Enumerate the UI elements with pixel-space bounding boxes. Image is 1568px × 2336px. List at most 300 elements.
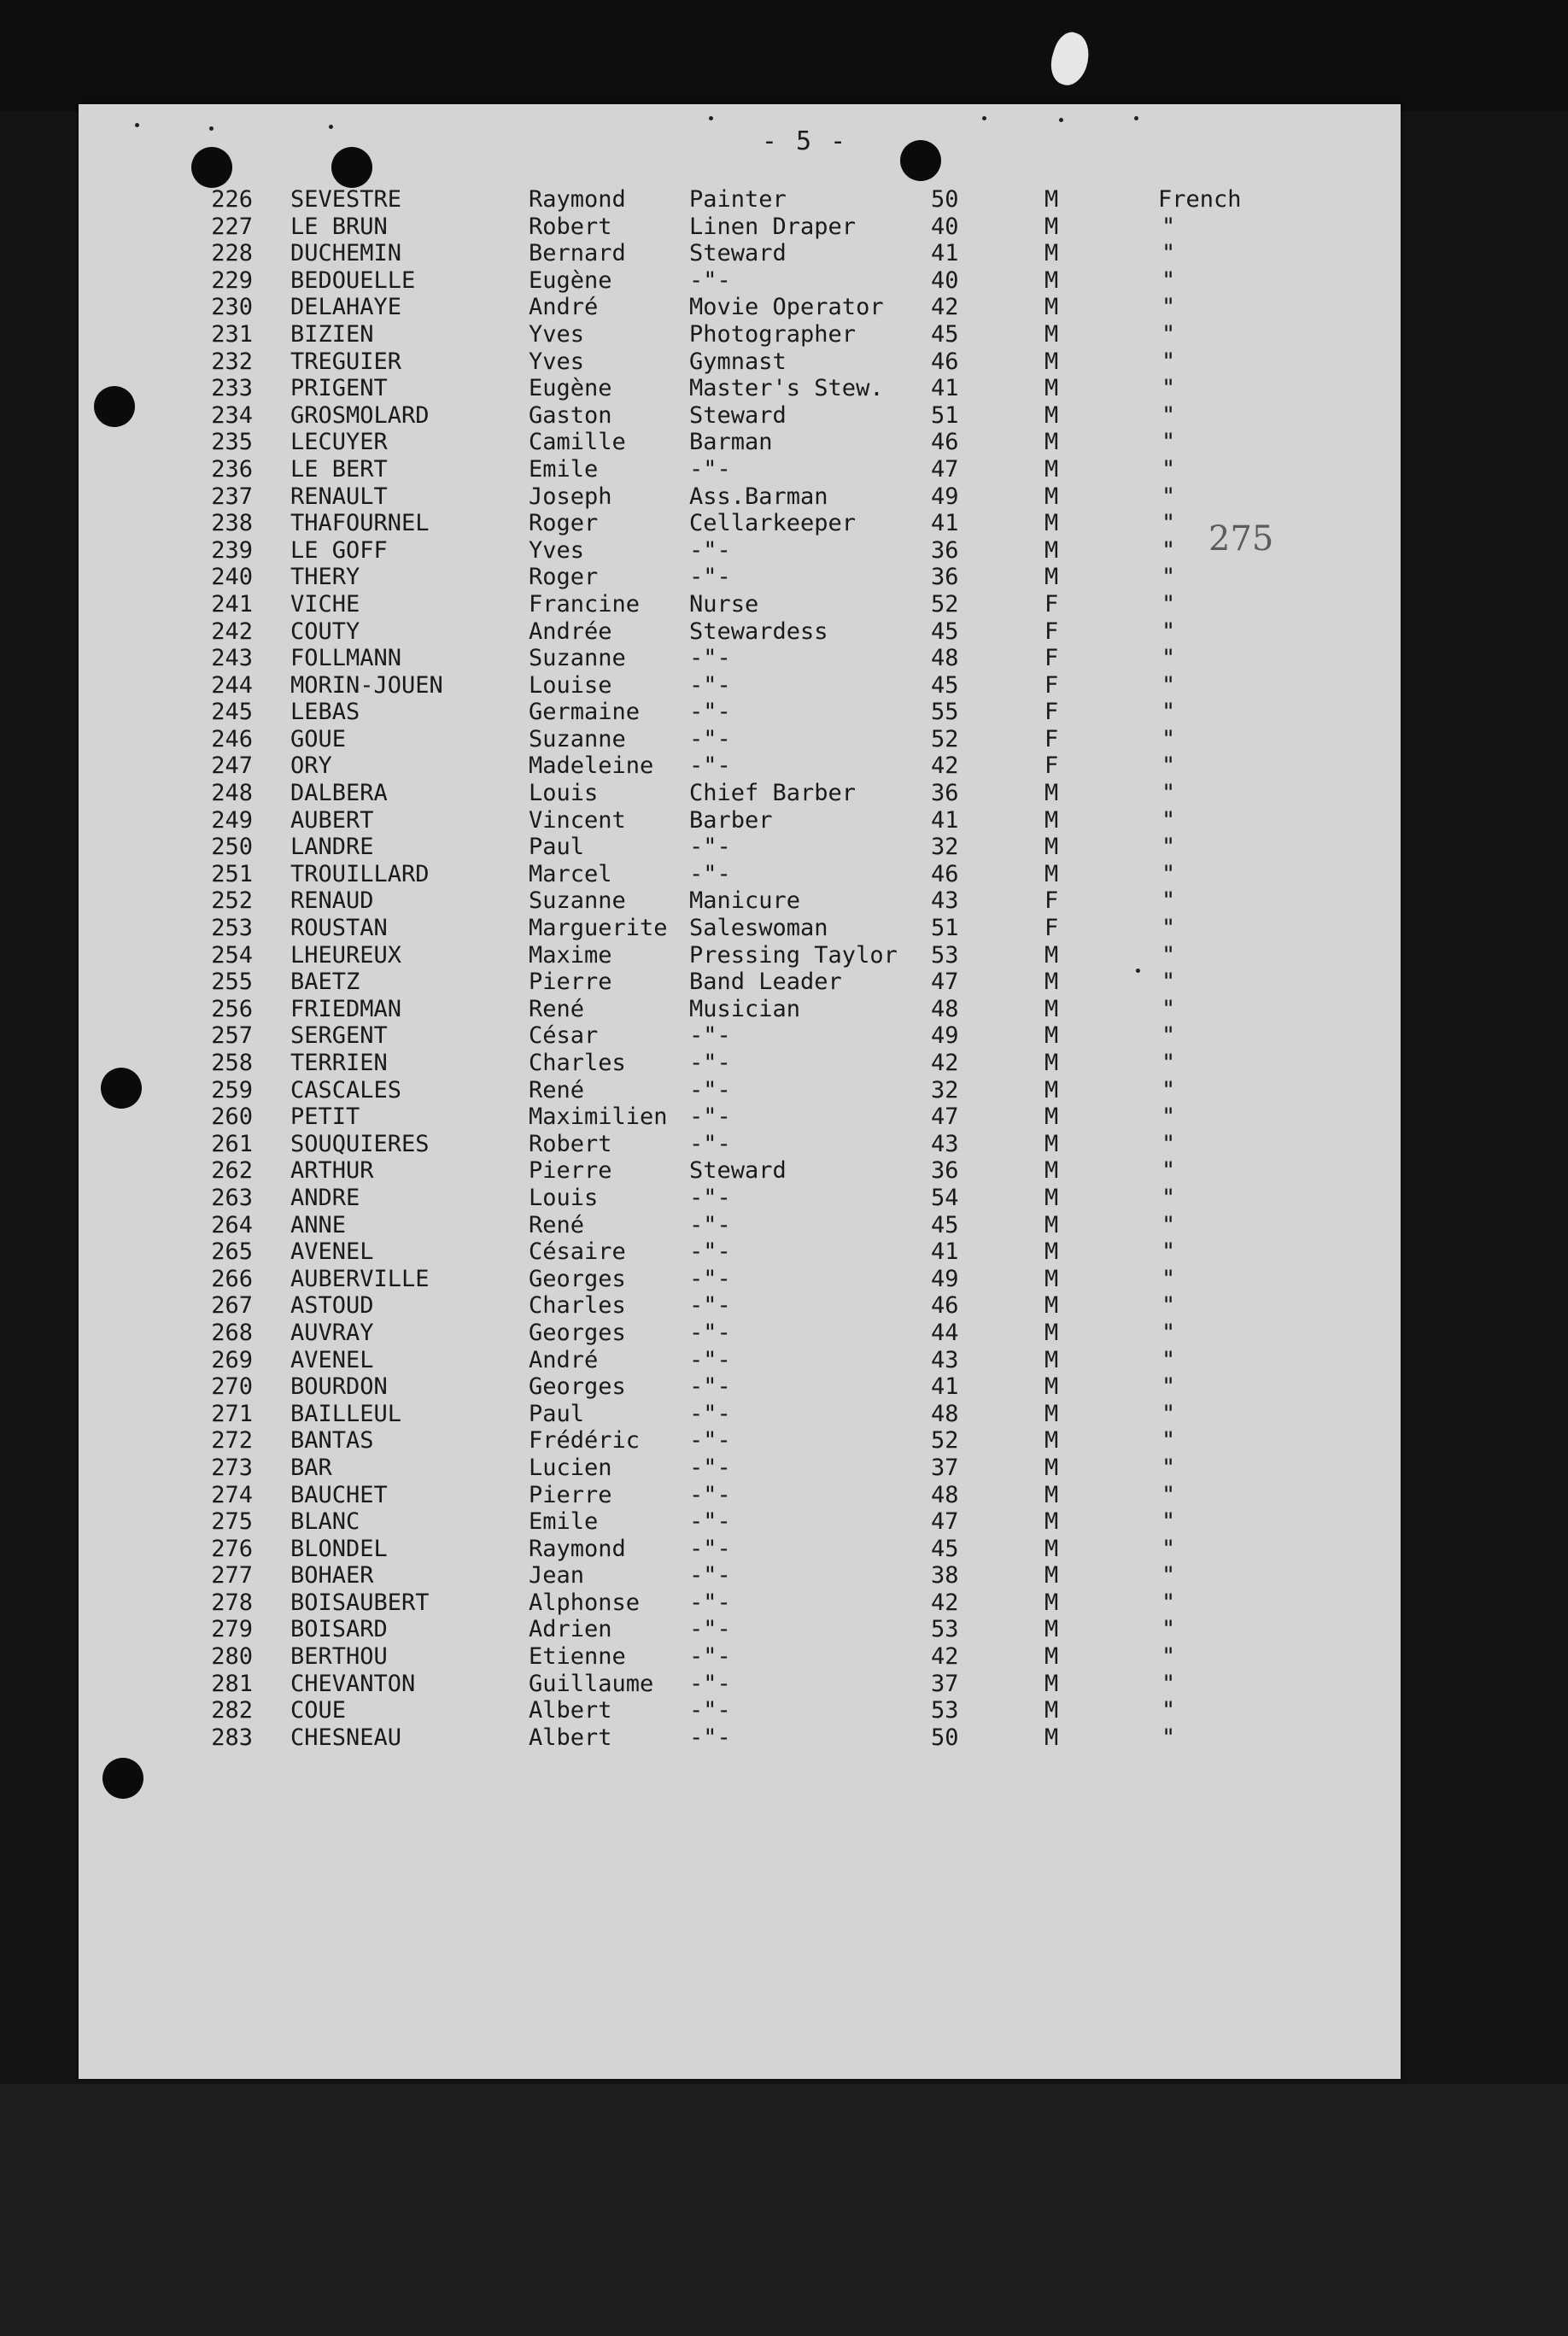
list-item — [79, 1616, 1401, 1643]
first-name-cell: Suzanne — [529, 725, 626, 752]
nationality-cell: " — [1161, 645, 1176, 672]
first-name-cell: André — [529, 1346, 599, 1373]
sex-cell: M — [1044, 1130, 1059, 1157]
first-name-cell: Paul — [529, 1400, 585, 1427]
occupation-cell: -"- — [689, 1104, 731, 1131]
row-number: 231 — [211, 320, 253, 348]
nationality-cell: " — [1161, 401, 1176, 429]
first-name-cell: Guillaume — [529, 1670, 654, 1697]
age-cell: 46 — [931, 860, 959, 887]
row-number: 265 — [211, 1238, 253, 1266]
row-number: 228 — [211, 240, 253, 267]
list-item — [79, 969, 1401, 996]
surname-cell: BERTHOU — [290, 1643, 388, 1671]
sex-cell: M — [1044, 1373, 1059, 1401]
sex-cell: M — [1044, 1292, 1059, 1320]
age-cell: 48 — [931, 1481, 959, 1508]
first-name-cell: Marguerite — [529, 915, 668, 942]
occupation-cell: Musician — [689, 995, 801, 1022]
occupation-cell: -"- — [689, 1292, 731, 1320]
nationality-cell: " — [1161, 1346, 1176, 1373]
list-item — [79, 1724, 1401, 1752]
occupation-cell: Chief Barber — [689, 780, 857, 807]
occupation-cell: -"- — [689, 645, 731, 672]
list-item — [79, 618, 1401, 646]
row-number: 259 — [211, 1076, 253, 1104]
sex-cell: M — [1044, 1050, 1059, 1076]
speck — [1059, 118, 1063, 122]
list-item — [79, 1373, 1401, 1401]
age-cell: 42 — [931, 1589, 959, 1616]
occupation-cell: Cellarkeeper — [689, 510, 857, 537]
stamp-number: 275 — [1208, 519, 1274, 559]
nationality-cell: " — [1161, 860, 1176, 887]
age-cell: 47 — [931, 455, 959, 483]
nationality-cell: " — [1161, 1184, 1176, 1211]
first-name-cell: Madeleine — [529, 752, 654, 780]
nationality-cell: " — [1161, 1238, 1176, 1266]
row-number: 236 — [211, 455, 253, 483]
occupation-cell: -"- — [689, 1346, 731, 1373]
first-name-cell: Georges — [529, 1319, 626, 1346]
row-number: 255 — [211, 969, 253, 996]
sex-cell: M — [1044, 1211, 1059, 1238]
surname-cell: ROUSTAN — [290, 915, 388, 942]
nationality-cell: " — [1161, 1265, 1176, 1292]
row-number: 246 — [211, 725, 253, 752]
list-item — [79, 1077, 1401, 1104]
first-name-cell: Robert — [529, 1130, 612, 1157]
document-page — [79, 104, 1401, 2079]
occupation-cell: -"- — [689, 1265, 731, 1292]
nationality-cell: " — [1161, 1319, 1176, 1346]
row-number: 245 — [211, 699, 253, 726]
first-name-cell: Andrée — [529, 618, 612, 645]
first-name-cell: Adrien — [529, 1616, 612, 1643]
occupation-cell: -"- — [689, 1724, 731, 1751]
occupation-cell: -"- — [689, 266, 731, 294]
occupation-cell: Ass.Barman — [689, 483, 828, 510]
age-cell: 49 — [931, 1022, 959, 1050]
sex-cell: M — [1044, 536, 1059, 564]
row-number: 262 — [211, 1157, 253, 1185]
nationality-cell: " — [1161, 1373, 1176, 1401]
first-name-cell: Marcel — [529, 860, 612, 887]
occupation-cell: -"- — [689, 752, 731, 780]
sex-cell: F — [1044, 671, 1059, 699]
age-cell: 45 — [931, 671, 959, 699]
surname-cell: BOHAER — [290, 1562, 374, 1590]
age-cell: 42 — [931, 294, 959, 321]
sex-cell: M — [1044, 1427, 1059, 1455]
first-name-cell: Roger — [529, 564, 599, 591]
first-name-cell: Emile — [529, 1508, 599, 1536]
occupation-cell: -"- — [689, 1373, 731, 1401]
first-name-cell: Raymond — [529, 1535, 626, 1562]
row-number: 283 — [211, 1724, 253, 1751]
list-item — [79, 1508, 1401, 1536]
speck — [209, 126, 214, 131]
row-number: 278 — [211, 1589, 253, 1616]
nationality-cell: " — [1161, 1050, 1176, 1076]
row-number: 254 — [211, 941, 253, 969]
row-number: 271 — [211, 1400, 253, 1427]
nationality-cell: " — [1161, 1427, 1176, 1455]
sex-cell: M — [1044, 1481, 1059, 1508]
row-number: 247 — [211, 752, 253, 780]
nationality-cell: " — [1161, 1724, 1176, 1751]
occupation-cell: -"- — [689, 860, 731, 887]
surname-cell: COUE — [290, 1697, 347, 1724]
nationality-cell: " — [1161, 915, 1176, 942]
surname-cell: RENAUD — [290, 887, 374, 915]
sex-cell: M — [1044, 1104, 1059, 1131]
age-cell: 51 — [931, 915, 959, 942]
row-number: 238 — [211, 510, 253, 537]
sex-cell: M — [1044, 1400, 1059, 1427]
occupation-cell: -"- — [689, 1535, 731, 1562]
passenger-list — [79, 186, 1401, 1751]
sex-cell: F — [1044, 915, 1059, 942]
sex-cell: M — [1044, 1589, 1059, 1616]
list-item — [79, 214, 1401, 241]
age-cell: 36 — [931, 564, 959, 591]
first-name-cell: Georges — [529, 1265, 626, 1292]
sex-cell: F — [1044, 752, 1059, 780]
list-item — [79, 483, 1401, 511]
occupation-cell: -"- — [689, 1319, 731, 1346]
nationality-cell: " — [1161, 1643, 1176, 1671]
list-item — [79, 861, 1401, 888]
first-name-cell: Lucien — [529, 1454, 612, 1481]
sex-cell: M — [1044, 834, 1059, 861]
surname-cell: LE BERT — [290, 455, 388, 483]
occupation-cell: -"- — [689, 1562, 731, 1590]
sex-cell: M — [1044, 455, 1059, 483]
occupation-cell: Pressing Taylor — [689, 941, 898, 969]
first-name-cell: Yves — [529, 348, 585, 375]
sex-cell: M — [1044, 320, 1059, 348]
occupation-cell: -"- — [689, 1454, 731, 1481]
nationality-cell: " — [1161, 320, 1176, 348]
row-number: 266 — [211, 1265, 253, 1292]
age-cell: 45 — [931, 1211, 959, 1238]
punch-hole-icon — [331, 147, 372, 188]
list-item — [79, 1157, 1401, 1185]
nationality-cell: " — [1161, 1104, 1176, 1131]
row-number: 272 — [211, 1427, 253, 1455]
sex-cell: M — [1044, 1022, 1059, 1050]
occupation-cell: -"- — [689, 455, 731, 483]
surname-cell: BAR — [290, 1454, 332, 1481]
surname-cell: CASCALES — [290, 1076, 402, 1104]
sex-cell: M — [1044, 240, 1059, 267]
occupation-cell: Linen Draper — [689, 213, 857, 240]
list-item — [79, 1266, 1401, 1293]
sex-cell: F — [1044, 590, 1059, 618]
age-cell: 43 — [931, 1130, 959, 1157]
surname-cell: THERY — [290, 564, 360, 591]
nationality-cell: " — [1161, 806, 1176, 834]
nationality-cell: " — [1161, 483, 1176, 510]
speck — [329, 125, 333, 129]
first-name-cell: Suzanne — [529, 645, 626, 672]
sex-cell: M — [1044, 401, 1059, 429]
surname-cell: ARTHUR — [290, 1157, 374, 1185]
sex-cell: M — [1044, 969, 1059, 996]
row-number: 244 — [211, 671, 253, 699]
surname-cell: BEDOUELLE — [290, 266, 416, 294]
surname-cell: BOURDON — [290, 1373, 388, 1401]
first-name-cell: Roger — [529, 510, 599, 537]
list-item — [79, 699, 1401, 726]
list-item — [79, 294, 1401, 321]
age-cell: 42 — [931, 1050, 959, 1076]
nationality-cell: " — [1161, 1481, 1176, 1508]
nationality-cell: " — [1161, 1562, 1176, 1590]
first-name-cell: Yves — [529, 536, 585, 564]
list-item — [79, 348, 1401, 376]
sex-cell: M — [1044, 375, 1059, 402]
nationality-cell: " — [1161, 1508, 1176, 1536]
age-cell: 46 — [931, 429, 959, 456]
surname-cell: GROSMOLARD — [290, 401, 430, 429]
first-name-cell: Camille — [529, 429, 626, 456]
row-number: 253 — [211, 915, 253, 942]
surname-cell: MORIN-JOUEN — [290, 671, 443, 699]
first-name-cell: Raymond — [529, 186, 626, 213]
scanner-background-bottom — [0, 2084, 1568, 2336]
row-number: 235 — [211, 429, 253, 456]
first-name-cell: André — [529, 294, 599, 321]
nationality-cell: " — [1161, 1157, 1176, 1185]
row-number: 269 — [211, 1346, 253, 1373]
list-item — [79, 1131, 1401, 1158]
list-item — [79, 1562, 1401, 1590]
speck — [982, 116, 986, 120]
sex-cell: M — [1044, 1616, 1059, 1643]
age-cell: 36 — [931, 536, 959, 564]
nationality-cell: " — [1161, 1535, 1176, 1562]
first-name-cell: Robert — [529, 213, 612, 240]
age-cell: 53 — [931, 1697, 959, 1724]
list-item — [79, 1697, 1401, 1724]
surname-cell: DUCHEMIN — [290, 240, 402, 267]
surname-cell: GOUE — [290, 725, 347, 752]
sex-cell: M — [1044, 510, 1059, 537]
age-cell: 36 — [931, 780, 959, 807]
age-cell: 40 — [931, 213, 959, 240]
surname-cell: LANDRE — [290, 834, 374, 861]
row-number: 276 — [211, 1535, 253, 1562]
list-item — [79, 375, 1401, 402]
first-name-cell: Pierre — [529, 969, 612, 996]
occupation-cell: -"- — [689, 1211, 731, 1238]
surname-cell: ANDRE — [290, 1184, 360, 1211]
age-cell: 42 — [931, 1643, 959, 1671]
row-number: 275 — [211, 1508, 253, 1536]
surname-cell: AUBERT — [290, 806, 374, 834]
list-item — [79, 456, 1401, 483]
row-number: 239 — [211, 536, 253, 564]
nationality-cell: " — [1161, 266, 1176, 294]
occupation-cell: -"- — [689, 1022, 731, 1050]
age-cell: 47 — [931, 1104, 959, 1131]
list-item — [79, 834, 1401, 861]
list-item — [79, 887, 1401, 915]
list-item — [79, 915, 1401, 942]
row-number: 226 — [211, 186, 253, 213]
sex-cell: M — [1044, 1265, 1059, 1292]
surname-cell: AUBERVILLE — [290, 1265, 430, 1292]
occupation-cell: -"- — [689, 1616, 731, 1643]
row-number: 233 — [211, 375, 253, 402]
first-name-cell: Germaine — [529, 699, 641, 726]
punch-hole-icon — [102, 1758, 143, 1799]
occupation-cell: -"- — [689, 564, 731, 591]
age-cell: 55 — [931, 699, 959, 726]
list-item — [79, 1455, 1401, 1482]
nationality-cell: " — [1161, 590, 1176, 618]
list-item — [79, 1347, 1401, 1374]
surname-cell: LE BRUN — [290, 213, 388, 240]
first-name-cell: Maximilien — [529, 1104, 668, 1131]
surname-cell: LEBAS — [290, 699, 360, 726]
sex-cell: M — [1044, 1535, 1059, 1562]
first-name-cell: Louise — [529, 671, 612, 699]
age-cell: 41 — [931, 806, 959, 834]
age-cell: 32 — [931, 834, 959, 861]
surname-cell: BLONDEL — [290, 1535, 388, 1562]
surname-cell: VICHE — [290, 590, 360, 618]
sex-cell: M — [1044, 780, 1059, 807]
age-cell: 42 — [931, 752, 959, 780]
nationality-cell: French — [1158, 186, 1242, 213]
occupation-cell: -"- — [689, 1238, 731, 1266]
nationality-cell: " — [1161, 725, 1176, 752]
occupation-cell: -"- — [689, 1427, 731, 1455]
sex-cell: M — [1044, 1670, 1059, 1697]
occupation-cell: Painter — [689, 186, 787, 213]
first-name-cell: Césaire — [529, 1238, 626, 1266]
occupation-cell: -"- — [689, 1400, 731, 1427]
age-cell: 37 — [931, 1670, 959, 1697]
list-item — [79, 942, 1401, 969]
first-name-cell: Suzanne — [529, 887, 626, 915]
age-cell: 41 — [931, 1238, 959, 1266]
row-number: 263 — [211, 1184, 253, 1211]
age-cell: 52 — [931, 590, 959, 618]
sex-cell: M — [1044, 429, 1059, 456]
nationality-cell: " — [1161, 1211, 1176, 1238]
age-cell: 45 — [931, 618, 959, 645]
occupation-cell: Steward — [689, 401, 787, 429]
surname-cell: ORY — [290, 752, 332, 780]
age-cell: 41 — [931, 375, 959, 402]
row-number: 258 — [211, 1050, 253, 1076]
occupation-cell: Gymnast — [689, 348, 787, 375]
list-item — [79, 1022, 1401, 1050]
sex-cell: M — [1044, 1157, 1059, 1185]
sex-cell: M — [1044, 1076, 1059, 1104]
surname-cell: DALBERA — [290, 780, 388, 807]
age-cell: 48 — [931, 645, 959, 672]
sex-cell: M — [1044, 1346, 1059, 1373]
age-cell: 38 — [931, 1562, 959, 1590]
age-cell: 47 — [931, 969, 959, 996]
first-name-cell: René — [529, 995, 585, 1022]
first-name-cell: Pierre — [529, 1481, 612, 1508]
sex-cell: F — [1044, 618, 1059, 645]
nationality-cell: " — [1161, 240, 1176, 267]
surname-cell: TREGUIER — [290, 348, 402, 375]
age-cell: 43 — [931, 887, 959, 915]
age-cell: 47 — [931, 1508, 959, 1536]
age-cell: 52 — [931, 725, 959, 752]
first-name-cell: Paul — [529, 834, 585, 861]
occupation-cell: -"- — [689, 1050, 731, 1076]
occupation-cell: Photographer — [689, 320, 857, 348]
surname-cell: SOUQUIERES — [290, 1130, 430, 1157]
list-item — [79, 537, 1401, 565]
list-item — [79, 1185, 1401, 1212]
list-item — [79, 240, 1401, 267]
occupation-cell: Steward — [689, 1157, 787, 1185]
occupation-cell: -"- — [689, 1670, 731, 1697]
surname-cell: LE GOFF — [290, 536, 388, 564]
nationality-cell: " — [1161, 1670, 1176, 1697]
row-number: 261 — [211, 1130, 253, 1157]
occupation-cell: -"- — [689, 834, 731, 861]
occupation-cell: -"- — [689, 725, 731, 752]
sex-cell: M — [1044, 1319, 1059, 1346]
surname-cell: AVENEL — [290, 1346, 374, 1373]
age-cell: 45 — [931, 1535, 959, 1562]
age-cell: 45 — [931, 320, 959, 348]
list-item — [79, 1212, 1401, 1239]
surname-cell: PETIT — [290, 1104, 360, 1131]
list-item — [79, 267, 1401, 295]
age-cell: 36 — [931, 1157, 959, 1185]
nationality-cell: " — [1161, 1292, 1176, 1320]
occupation-cell: -"- — [689, 671, 731, 699]
occupation-cell: -"- — [689, 536, 731, 564]
surname-cell: CHESNEAU — [290, 1724, 402, 1751]
sex-cell: M — [1044, 1238, 1059, 1266]
age-cell: 54 — [931, 1184, 959, 1211]
occupation-cell: Manicure — [689, 887, 801, 915]
row-number: 237 — [211, 483, 253, 510]
first-name-cell: Louis — [529, 780, 599, 807]
nationality-cell: " — [1161, 834, 1176, 861]
nationality-cell: " — [1161, 455, 1176, 483]
first-name-cell: René — [529, 1076, 585, 1104]
row-number: 277 — [211, 1562, 253, 1590]
sex-cell: M — [1044, 186, 1059, 213]
nationality-cell: " — [1161, 213, 1176, 240]
surname-cell: TERRIEN — [290, 1050, 388, 1076]
surname-cell: SERGENT — [290, 1022, 388, 1050]
list-item — [79, 186, 1401, 214]
surname-cell: SEVESTRE — [290, 186, 402, 213]
sex-cell: M — [1044, 1562, 1059, 1590]
list-item — [79, 402, 1401, 430]
list-item — [79, 591, 1401, 618]
sex-cell: M — [1044, 1184, 1059, 1211]
first-name-cell: Bernard — [529, 240, 626, 267]
row-number: 243 — [211, 645, 253, 672]
first-name-cell: Eugène — [529, 375, 612, 402]
